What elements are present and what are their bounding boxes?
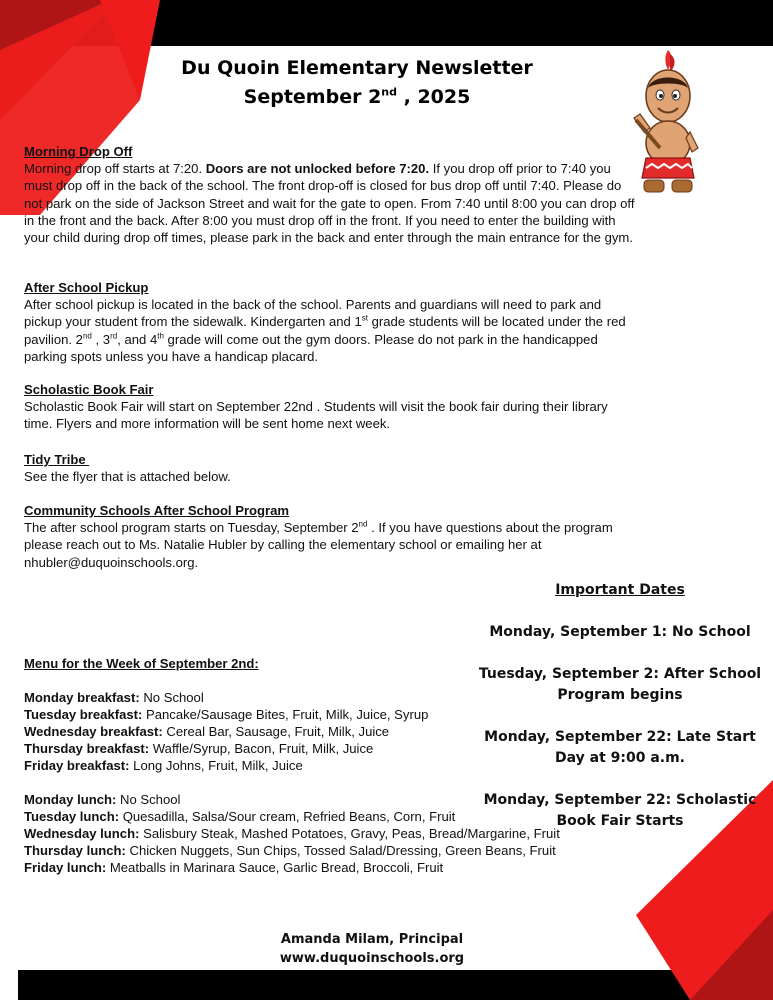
menu-heading: Menu for the Week of September 2nd: bbox=[24, 656, 259, 671]
menu-row: Friday breakfast: Long Johns, Fruit, Milk, Juice bbox=[24, 758, 303, 773]
tidy-tribe-text: See the flyer that is attached below. bbox=[24, 469, 231, 485]
title-line-1: Du Quoin Elementary Newsletter bbox=[181, 57, 533, 79]
menu-row: Monday breakfast: No School bbox=[24, 690, 204, 705]
important-dates-heading: Important Dates bbox=[555, 582, 685, 598]
book-fair-text: Scholastic Book Fair will start on September 22nd . Students will visit the book fair during their library time. Flyers and more information will be sent home next week. bbox=[24, 399, 608, 432]
newsletter-title bbox=[150, 54, 564, 112]
important-date-item: Monday, September 1: No School bbox=[489, 624, 751, 640]
menu-row: Wednesday lunch: Salisbury Steak, Mashed Potatoes, Gravy, Peas, Bread/Margarine, Fruit bbox=[24, 826, 560, 841]
morning-drop-off-text: Morning drop off starts at 7:20. Doors are not unlocked before 7:20. If you drop off prior to 7:40 you must drop off in the back of the school. The front drop-off is closed for bus drop off until 7:40. Please do not park on the side of Jackson Street and wait for the gate to open. From 7:40 until 8:00 you can drop off in the front and the back. After 8:00 you must drop off in the front. If you need to enter the building with your child during drop off times, please park in the back and enter through the main entrance for the gym. bbox=[24, 161, 635, 246]
mascot-illustration-icon bbox=[630, 48, 706, 198]
important-date-item: Monday, September 22: Scholastic Book Fair Starts bbox=[483, 792, 757, 829]
school-website-link[interactable]: www.duquoinschools.org bbox=[279, 951, 465, 966]
menu-row: Friday lunch: Meatballs in Marinara Sauce, Garlic Bread, Broccoli, Fruit bbox=[24, 860, 444, 875]
menu-row: Monday lunch: No School bbox=[24, 792, 181, 807]
menu-row: Thursday breakfast: Waffle/Syrup, Bacon, Fruit, Milk, Juice bbox=[24, 741, 374, 756]
tidy-tribe-section bbox=[24, 451, 624, 485]
menu-row: Thursday lunch: Chicken Nuggets, Sun Chips, Tossed Salad/Dressing, Green Beans, Fruit bbox=[24, 843, 556, 858]
important-dates bbox=[474, 580, 766, 853]
important-date-item: Monday, September 22: Late Start Day at 9:00 a.m. bbox=[484, 729, 756, 766]
morning-drop-off-section bbox=[24, 143, 640, 246]
tidy-tribe-heading: Tidy Tribe bbox=[24, 452, 90, 467]
morning-drop-off-heading: Morning Drop Off bbox=[24, 144, 133, 159]
community-schools-text: The after school program starts on Tuesday, September 2nd . If you have questions about the program please reach out to Ms. Natalie Hubler by calling the elementary school or emailing her at nhubler@duquoinschools.org. bbox=[24, 519, 613, 570]
after-school-pickup-section bbox=[24, 279, 640, 365]
community-schools-section bbox=[24, 502, 636, 571]
important-date-item: Tuesday, September 2: After School Program begins bbox=[478, 666, 762, 703]
community-schools-heading: Community Schools After School Program bbox=[24, 503, 290, 518]
principal-name: Amanda Milam, Principal bbox=[280, 932, 464, 947]
after-school-pickup-heading: After School Pickup bbox=[24, 280, 149, 295]
book-fair-heading: Scholastic Book Fair bbox=[24, 382, 154, 397]
newsletter-footer bbox=[240, 930, 504, 968]
title-line-2: September 2nd , 2025 bbox=[243, 85, 471, 108]
book-fair-section bbox=[24, 381, 636, 433]
menu-row: Tuesday lunch: Quesadilla, Salsa/Sour cream, Refried Beans, Corn, Fruit bbox=[24, 809, 456, 824]
menu-row: Tuesday breakfast: Pancake/Sausage Bites, Fruit, Milk, Juice, Syrup bbox=[24, 707, 429, 722]
after-school-pickup-text: After school pickup is located in the back of the school. Parents and guardians will need to park and pickup your student from the sidewalk. Kindergarten and 1st grade students will be located under the red pavilion. 2nd , 3rd, and 4th grade will come out the gym doors. Please do not park in the handicapped parking spots unless you have a handicap placard. bbox=[24, 297, 626, 364]
menu-row: Wednesday breakfast: Cereal Bar, Sausage, Fruit, Milk, Juice bbox=[24, 724, 390, 739]
